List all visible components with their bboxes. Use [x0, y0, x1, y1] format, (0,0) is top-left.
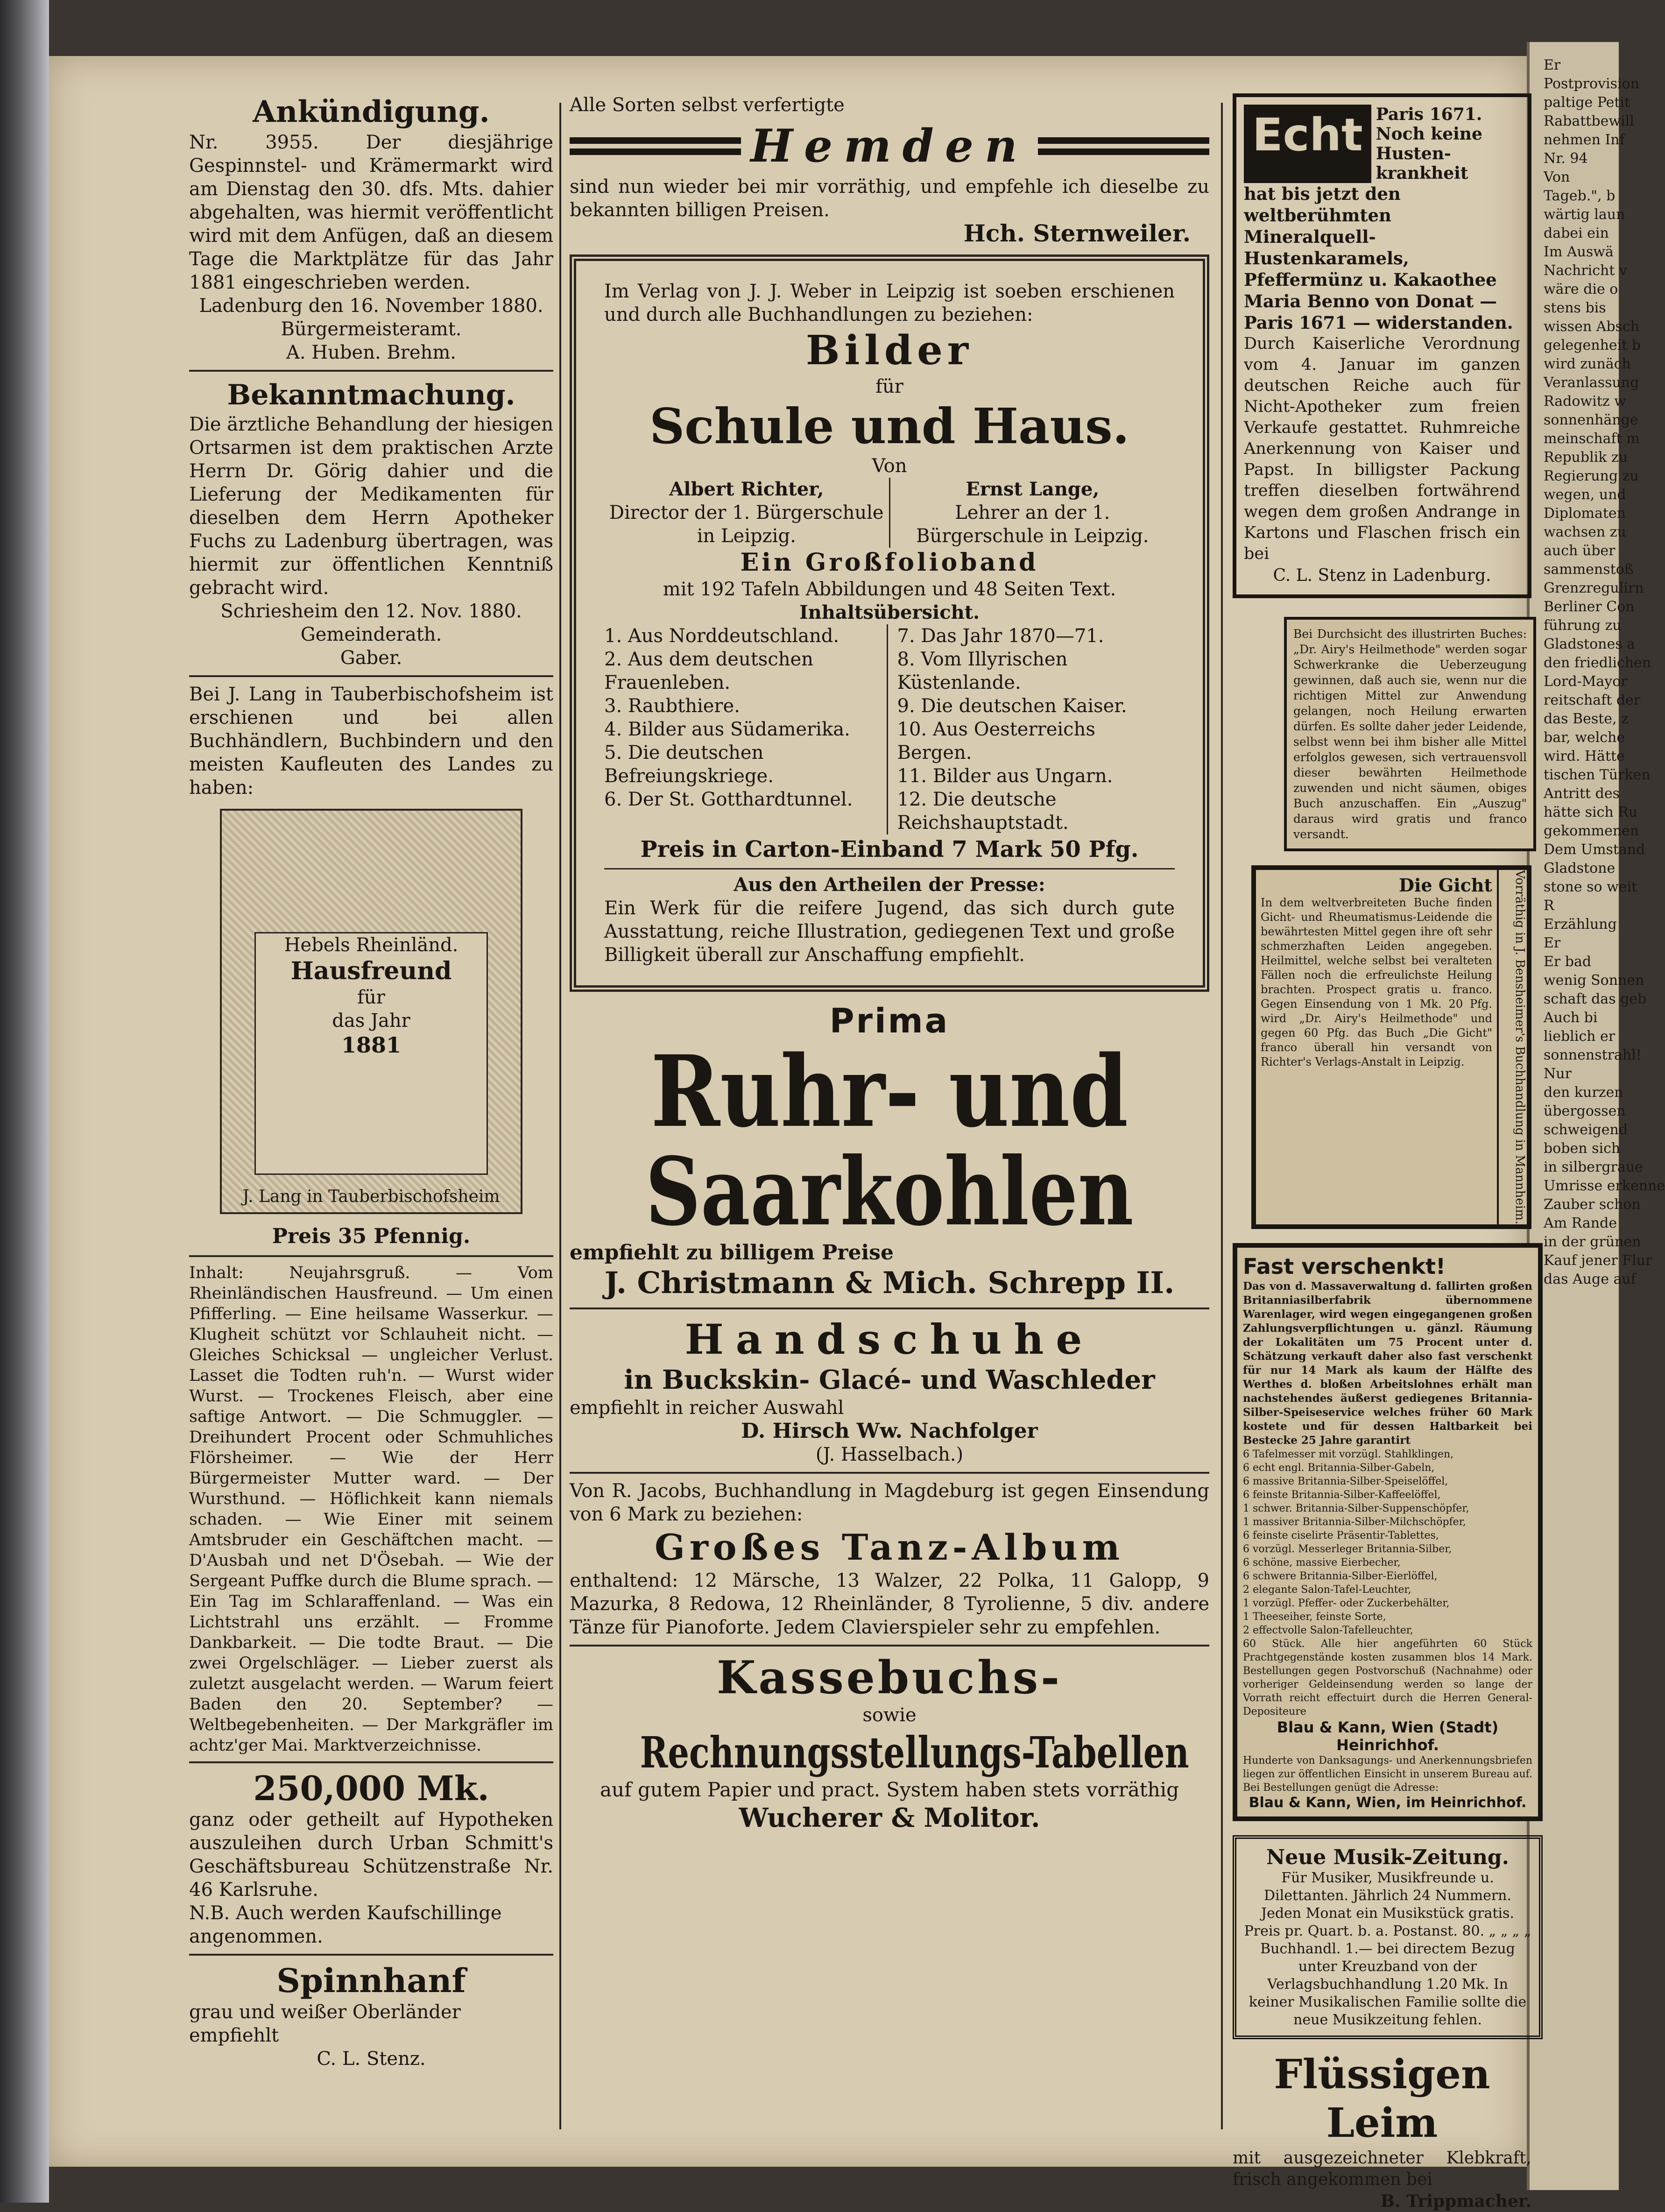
- fuer-label: für: [875, 376, 903, 397]
- echt-ad: [1233, 93, 1531, 598]
- facing-line: in silbergraue: [1544, 1159, 1643, 1175]
- illustration-caption: J. Lang in Tauberbischofsheim: [242, 1187, 500, 1206]
- echt-sign: C. L. Stenz in Ladenburg.: [1273, 566, 1491, 585]
- facing-line: Republik zu: [1544, 449, 1628, 466]
- fast-item: 6 feinste Britannia-Silber-Kaffeelöffel,: [1243, 1489, 1441, 1501]
- cover-title: Hausfreund: [290, 957, 452, 985]
- ankuendigung-office: Bürgermeisteramt.: [281, 318, 462, 340]
- fast-item: 1 vorzügl. Pfeffer- oder Zuckerbehälter,: [1243, 1597, 1450, 1610]
- tafeln-text: mit 192 Tafeln Abbildungen und 48 Seiten Text.: [663, 579, 1116, 600]
- book-binding: [0, 0, 49, 2203]
- facing-line: R: [1544, 898, 1554, 914]
- fast-items: [1243, 1448, 1532, 1637]
- ankuendigung-title: Ankündigung.: [253, 94, 490, 129]
- divider: [604, 868, 1175, 869]
- facing-line: Postprovision: [1544, 76, 1640, 92]
- divider: [189, 370, 553, 372]
- presse-title: Aus den Artheilen der Presse:: [734, 874, 1045, 896]
- fast-item: 2 effectvolle Salon-Tafelleuchter,: [1243, 1625, 1413, 1637]
- kohlen-text: empfiehlt zu billigem Preise: [570, 1241, 894, 1265]
- facing-line: den kurzen: [1544, 1084, 1623, 1101]
- heading-bar: [570, 137, 741, 155]
- musik-title: Neue Musik-Zeitung.: [1266, 1845, 1509, 1870]
- paris-text: Paris 1671. Noch keine Husten-krankheit: [1376, 105, 1482, 183]
- bekanntmachung-sign: Gaber.: [340, 647, 402, 669]
- facing-line: Nur: [1544, 1066, 1572, 1082]
- facing-line: Von: [1544, 169, 1570, 185]
- divider: [570, 1472, 1209, 1474]
- authors: [604, 478, 1175, 548]
- divider: [189, 1255, 553, 1257]
- facing-line: Gladstones a: [1544, 636, 1636, 652]
- echt-text2: Durch Kaiserliche Verordnung vom 4. Januar im ganzen deutschen Reiche auch für Nicht-Apotheker zum freien Verkaufe gestattet. Ruhmreiche Anerkennung von Kaiser und Papst. In billigster Packung treffen dieselben fortwährend wegen dem großen Andrange in Kartons und Flaschen frisch ein bei: [1244, 334, 1520, 563]
- author-role: Director der 1. Bürgerschule in Leipzig.: [609, 502, 884, 547]
- facing-line: Veranlassung: [1544, 375, 1639, 391]
- toc-item: 4. Bilder aus Südamerika.: [604, 719, 850, 740]
- fast-item: 6 schwere Britannia-Silber-Eierlöffel,: [1243, 1570, 1438, 1583]
- column-left: [189, 93, 553, 2139]
- handschuhe-title: Handschuhe: [684, 1315, 1094, 1364]
- divider: [189, 1761, 553, 1763]
- bekanntmachung-date: Schriesheim den 12. Nov. 1880.: [220, 601, 522, 622]
- gicht-side: Vorräthig in J. Bensheimer's Buchhandlung in Mannheim.: [1497, 870, 1527, 1224]
- kasse-title: Kassebuchs-: [717, 1651, 1062, 1704]
- bekanntmachung-title: Bekanntmachung.: [227, 379, 515, 411]
- fast-item: 6 feinste ciselirte Präsentir-Tablettes,: [1243, 1530, 1439, 1542]
- echt-header: [1244, 105, 1520, 183]
- toc-item: 12. Die deutsche Reichshauptstadt.: [897, 789, 1069, 834]
- facing-line: Nr. 94: [1544, 150, 1588, 167]
- handschuhe-text: empfiehlt in reicher Auswahl: [570, 1397, 844, 1419]
- hemden-title: Hemden: [750, 120, 1029, 172]
- facing-line: sonnenhänge: [1544, 412, 1638, 428]
- facing-line: das Beste, z: [1544, 711, 1629, 727]
- weber-price: Preis in Carton-Einband 7 Mark 50 Pfg.: [640, 836, 1139, 862]
- author-name: Ernst Lange,: [966, 478, 1100, 500]
- author-name: Albert Richter,: [669, 478, 824, 500]
- airy-text: Bei Durchsicht des illustrirten Buches: „Dr. Airy's Heilmethode" werden sogar Schwerkranke die Ueberzeugung gewinnen, daß auch sie, wenn nur die richtigen Mittel zur Anwendung gelangen, noch Heilung erwarten dürfen. Es sollte daher jeder Leidende, selbst wenn bei ihm bisher alle Mittel erfolglos gewesen, sich vertrauensvoll dieser bewährten Heilmethode zuwenden und nicht säumen, obiges Buch anzuschaffen. Ein „Auszug" daraus wird gratis und franco versandt.: [1293, 627, 1527, 841]
- divider: [570, 1645, 1209, 1647]
- leim-sign: B. Trippmacher.: [1380, 2191, 1531, 2212]
- fast-sign: Blau & Kann, Wien (Stadt) Heinrichhof.: [1277, 1718, 1499, 1754]
- rechnung-sign: Wucherer & Molitor.: [739, 1802, 1040, 1833]
- fast-item: 6 schöne, massive Eierbecher,: [1243, 1557, 1401, 1569]
- hemden-sign: Hch. Sternweiler.: [963, 219, 1191, 247]
- facing-line: nehmen Inf: [1544, 132, 1625, 148]
- facing-line: paltige Petit: [1544, 94, 1630, 111]
- facing-line: wird zunäch: [1544, 356, 1631, 372]
- column-rule: [1221, 103, 1223, 2129]
- inhaltsuebersicht-label: Inhaltsübersicht.: [799, 601, 980, 623]
- facing-line: Erzählung: [1544, 916, 1617, 933]
- facing-line: Am Rande: [1544, 1215, 1617, 1231]
- price-label: Preis 35 Pfennig.: [272, 1224, 471, 1248]
- tanz-pre: Von R. Jacobs, Buchhandlung in Magdeburg ist gegen Einsendung von 6 Mark zu beziehen:: [570, 1480, 1209, 1525]
- facing-line: lieblich er: [1544, 1028, 1616, 1045]
- facing-line: gelegenheit b: [1544, 337, 1641, 353]
- facing-line: Dem Umstand: [1544, 841, 1645, 858]
- facing-line: führung zu: [1544, 617, 1622, 634]
- toc-right: [888, 624, 1175, 834]
- facing-line: wenig Sonnen: [1544, 972, 1644, 989]
- cover-line: Hebels Rheinländ.: [284, 934, 459, 956]
- spinnhanf-title: Spinnhanf: [276, 1961, 466, 2000]
- facing-line: wachsen zu: [1544, 524, 1626, 540]
- fast-note: Hunderte von Danksagungs- und Anerkennungsbriefen liegen zur öffentlichen Einsicht in unserem Bureau auf. Bei Bestellungen genügt die Adresse:: [1243, 1755, 1532, 1794]
- grossfolio-label: Ein Großfolioband: [740, 548, 1039, 577]
- facing-line: Rabattbewill: [1544, 113, 1634, 129]
- spinnhanf-sign: C. L. Stenz.: [317, 2048, 426, 2070]
- facing-page-text: [1530, 42, 1665, 1289]
- ankuendigung-text: Nr. 3955. Der diesjährige Gespinnstel- und Krämermarkt wird am Dienstag den 30. dfs. Mts. dahier abgehalten, was hiermit veröffentlicht wird mit dem Anfügen, daß an diesem Tage die Marktplätze für das Jahr 1881 eingeschrieben werden.: [189, 132, 553, 293]
- facing-line: stens bis: [1544, 300, 1606, 316]
- facing-line: Nachricht v: [1544, 262, 1627, 279]
- hemden-heading: [570, 120, 1209, 172]
- facing-line: hätte sich Ru: [1544, 804, 1638, 820]
- bekanntmachung-text: Die ärztliche Behandlung der hiesigen Ortsarmen ist dem praktischen Arzte Herrn Dr. Görig dahier und die Lieferung der Medikamenten für dieselben dem Herrn Apotheker Fuchs zu Ladenburg übertragen, was hiermit zur öffentlichen Kenntniß gebracht wird.: [189, 414, 553, 599]
- facing-line: Er: [1544, 57, 1561, 73]
- verlag-text: Im Verlag von J. J. Weber in Leipzig ist soeben erschienen und durch alle Buchhandlungen zu beziehen:: [604, 281, 1175, 325]
- fast-item: 6 vorzügl. Messerleger Britannia-Silber,: [1243, 1543, 1452, 1555]
- toc-item: 10. Aus Oesterreichs Bergen.: [897, 719, 1095, 763]
- mk-title: 250,000 Mk.: [253, 1768, 489, 1808]
- leim-title: Flüssigen Leim: [1274, 2051, 1490, 2147]
- airy-ad: [1284, 617, 1536, 851]
- facing-line: Zauber schon: [1544, 1196, 1641, 1213]
- echt-text: hat bis jetzt den weltberühmten Mineralquell-Hustenkaramels, Pfeffermünz u. Kakaothee Maria Benno von Donat — Paris 1671 — widerstanden.: [1244, 184, 1513, 333]
- toc: [604, 624, 1175, 834]
- ankuendigung-sign: A. Huben. Brehm.: [286, 342, 457, 363]
- facing-line: Antritt des: [1544, 785, 1620, 802]
- mk-text: ganz oder getheilt auf Hypotheken auszuleihen durch Urban Schmitt's Geschäftsbureau Schützenstraße Nr. 46 Karlsruhe.: [189, 1809, 553, 1901]
- toc-item: 1. Aus Norddeutschland.: [604, 625, 840, 647]
- facing-line: wärtig laun: [1544, 206, 1625, 223]
- column-rule: [559, 103, 561, 2129]
- author-2: [890, 478, 1175, 548]
- bekanntmachung-office: Gemeinderath.: [300, 624, 442, 645]
- facing-line: wissen Absch: [1544, 318, 1640, 335]
- toc-item: 9. Die deutschen Kaiser.: [897, 695, 1127, 717]
- presse-text: Ein Werk für die reifere Jugend, das sich durch gute Ausstattung, reiche Illustration, gediegenen Text und große Billigkeit überall zur Anschaffung empfiehlt.: [604, 898, 1175, 966]
- cover-line: für: [357, 987, 385, 1008]
- fast-item: 1 massiver Britannia-Silber-Milchschöpfer,: [1243, 1516, 1466, 1528]
- fast-tail: 60 Stück. Alle hier angeführten 60 Stück Prachtgegenstände kosten zusammen blos 14 Mark. Bestellungen gegen Postvorschuß (Nachnahme) oder vorheriger Geldeinsendung werden so lange der Vorrath reicht effectuirt durch die Herren General-Depositeure: [1243, 1638, 1532, 1718]
- schule-title: Schule und Haus.: [649, 397, 1129, 455]
- fast-item: 1 Theeseiher, feinste Sorte,: [1243, 1611, 1386, 1623]
- newspaper-page: [49, 56, 1532, 2212]
- lang-text: Bei J. Lang in Tauberbischofsheim ist erschienen und bei allen Buchhändlern, Buchbindern und den meisten Kaufleuten des Landes zu haben:: [189, 684, 553, 799]
- spinnhanf-text: grau und weißer Oberländer empfiehlt: [189, 2001, 461, 2046]
- fast-title: Fast verschenkt!: [1243, 1254, 1446, 1279]
- ruhr-title: Ruhr- und: [650, 1034, 1129, 1149]
- facing-line: Tageb.", b: [1544, 188, 1616, 204]
- toc-item: 6. Der St. Gotthardtunnel.: [604, 789, 853, 810]
- toc-left: [604, 624, 888, 834]
- facing-line: Radowitz w: [1544, 393, 1626, 410]
- facing-line: Regierung zu: [1544, 468, 1639, 484]
- facing-line: boben sich: [1544, 1140, 1621, 1157]
- fast-item: 6 massive Britannia-Silber-Speiselöffel,: [1243, 1476, 1448, 1488]
- tanz-text: enthaltend: 12 Märsche, 13 Walzer, 22 Polka, 11 Galopp, 9 Mazurka, 8 Redowa, 12 Rheinländer, 8 Tyrolienne, 5 div. andere Tänze für Pianoforte. Jedem Clavierspieler sehr zu empfehlen.: [570, 1570, 1209, 1638]
- toc-item: 3. Raubthiere.: [604, 695, 740, 717]
- rechnung-title: Rechnungsstellungs-Tabellen: [640, 1727, 1189, 1778]
- facing-line: den friedlichen: [1544, 655, 1651, 671]
- facing-line: schaft das geb: [1544, 991, 1647, 1007]
- facing-line: wegen, und: [1544, 487, 1626, 503]
- facing-line: Lord-Mayor: [1544, 673, 1628, 690]
- facing-line: Gladstone: [1544, 860, 1616, 876]
- handschuhe-sign: D. Hirsch Ww. Nachfolger: [741, 1419, 1038, 1443]
- gicht-text: In dem weltverbreiteten Buche finden Gicht- und Rheumatismus-Leidende die bewährtesten Mittel gegen ihre oft sehr schmerzhaften Leiden angegeben. Heilmittel, welche selbst bei veralteten Fällen noch die erfreulichste Heilung brachten. Prospect gratis u. franco. Gegen Einsendung von 1 Mk. 20 Pfg. wird „Dr. Airy's Heilmethode" und gegen 60 Pfg. das Buch „Die Gicht" franco überall hin versandt von Richter's Verlags-Anstalt in Leipzig.: [1261, 896, 1492, 1068]
- hemden-text: sind nun wieder bei mir vorräthig, und empfehle ich dieselbe zu bekannten billigen Preisen.: [570, 176, 1209, 221]
- handschuhe-sub: in Buckskin- Glacé- und Waschleder: [624, 1364, 1155, 1395]
- toc-item: 2. Aus dem deutschen Frauenleben.: [604, 649, 813, 693]
- handschuhe-sign2: (J. Hasselbach.): [815, 1444, 964, 1465]
- gicht-body: [1256, 870, 1497, 1224]
- toc-item: 11. Bilder aus Ungarn.: [897, 765, 1113, 787]
- facing-line: Grenzregulirn: [1544, 580, 1644, 596]
- facing-line: Umrisse erkenne: [1544, 1178, 1665, 1194]
- facing-line: Auch bi: [1544, 1010, 1598, 1026]
- facing-line: Er bad: [1544, 954, 1592, 970]
- author-1: [604, 478, 890, 548]
- facing-line: das Auge auf: [1544, 1271, 1636, 1287]
- von-label: Von: [872, 455, 907, 477]
- prima-label: Prima: [829, 1001, 950, 1040]
- cover-year: 1881: [341, 1032, 402, 1058]
- tanz-title: Großes Tanz-Album: [654, 1526, 1125, 1568]
- fast-text: Das von d. Massaverwaltung d. fallirten großen Britanniasilberfabrik übernommene Warenlager, wird wegen eingegangenen großen Zahlungsverpflichtungen u. gänzl. Räumung der Lokalitäten um 75 Procent unter d. Schätzung verkauft daher also fast verschenkt für nur 14 Mark als kaum der Hälfte des Werthes d. bloßen Arbeitslohnes erhält man nachstehendes äußerst gediegenes Britannia-Silber-Speiseservice welches früher 60 Mark kostete und für dessen Haltbarkeit bei Bestecke 25 Jahre garantirt: [1243, 1280, 1532, 1447]
- facing-line: sonnenstrahl!: [1544, 1047, 1642, 1063]
- saar-title: Saarkohlen: [645, 1137, 1134, 1247]
- bilder-title: Bilder: [805, 327, 974, 374]
- toc-item: 7. Das Jahr 1870—71.: [897, 625, 1104, 647]
- facing-line: Kauf jener Flur: [1544, 1252, 1652, 1269]
- divider: [570, 1307, 1209, 1309]
- facing-line: Berliner Con: [1544, 599, 1635, 615]
- hemden-pre: Alle Sorten selbst verfertigte: [570, 94, 845, 116]
- facing-line: in der grünen: [1544, 1234, 1641, 1250]
- facing-line: schweigend: [1544, 1122, 1628, 1138]
- divider: [189, 675, 553, 677]
- gicht-title: Die Gicht: [1398, 875, 1492, 896]
- fast-ad: [1233, 1243, 1543, 1821]
- musik-ad: [1233, 1835, 1543, 2039]
- weber-ad: [570, 254, 1209, 992]
- facing-line: wäre die o: [1544, 281, 1618, 297]
- facing-line: reitschaft der: [1544, 692, 1641, 708]
- musik-text: Für Musiker, Musikfreunde u. Dilettanten. Jährlich 24 Nummern. Jeden Monat ein Musikstück gratis. Preis pr. Quart. b. a. Postanst. 80. „ „ „ „ Buchhandl. 1.— bei directem Bezug unter Kreuzband von der Verlagsbuchhandlung 1.20 Mk. In keiner Musikalischen Familie sollte die neue Musikzeitung fehlen.: [1244, 1870, 1531, 2028]
- facing-line: übergossen: [1544, 1103, 1626, 1119]
- fast-item: 6 Tafelmesser mit vorzügl. Stahlklingen,: [1243, 1449, 1454, 1461]
- facing-line: dabei ein: [1544, 225, 1609, 241]
- facing-line: Er: [1544, 935, 1561, 951]
- heading-bar: [1038, 137, 1209, 155]
- fast-item: 1 schwer. Britannia-Silber-Suppenschöpfer,: [1243, 1503, 1469, 1515]
- facing-line: Diplomaten: [1544, 505, 1626, 522]
- facing-line: bar, welche: [1544, 729, 1625, 746]
- fast-item: 6 echt engl. Britannia-Silber-Gabeln,: [1243, 1462, 1435, 1474]
- hausfreund-cover: [254, 932, 488, 1175]
- facing-line: gekommenen: [1544, 823, 1639, 839]
- facing-line: stone so weit: [1544, 879, 1637, 895]
- facing-line: Im Auswä: [1544, 244, 1614, 260]
- column-right: [1233, 93, 1532, 2212]
- rechnung-text: auf gutem Papier und pract. System haben stets vorräthig: [600, 1778, 1179, 1801]
- facing-line: auch über: [1544, 543, 1616, 559]
- facing-line: tischen Türken: [1544, 767, 1651, 783]
- kohlen-sign: J. Christmann & Mich. Schrepp II.: [604, 1265, 1175, 1300]
- facing-line: sammenstoß: [1544, 561, 1634, 578]
- facing-line: meinschaft m: [1544, 431, 1640, 447]
- toc-item: 5. Die deutschen Befreiungskriege.: [604, 742, 774, 787]
- column-middle: [570, 93, 1209, 2139]
- inhalt-text: Inhalt: Neujahrsgruß. — Vom Rheinländischen Hausfreund. — Um einen Pfifferling. — Eine heilsame Wasserkur. — Klugheit schützt vor Schlauheit nicht. — Gleiches Schicksal — ungleicher Verlust. Lasset die Todten ruh'n. — Wurst wider Wurst. — Trockenes Fleisch, aber eine saftige Antwort. — Die Schmuggler. — Dreihundert Procent oder Schmuhliches Flörsheimer. — Wie der Herr Bürgermeister Mutter ward. — Der Wursthund. — Höflichkeit kann niemals schaden. — Wie Einer mit seinem Amtsbruder ein Geschäftchen macht. — D'Ausbah und net D'Ösebah. — Wie der Sergeant Puffke durch die Blume sprach. — Ein Tag im Schlaraffenland. — Was ein Lichtstrahl uns erzählt. — Fromme Dankbarkeit. — Die todte Braut. — Die zwei Orgelschläger. — Lieber zuerst als zuletzt ausgelacht werden. — Warum feiert Baden den 20. September? — Weltbegebenheiten. — Der Markgräfler im achtz'ger Mai. Marktverzeichnisse.: [189, 1264, 553, 1755]
- toc-item: 8. Vom Illyrischen Küstenlande.: [897, 649, 1068, 693]
- hausfreund-illustration: [220, 809, 522, 1214]
- fast-sign2: Blau & Kann, Wien, im Heinrichhof.: [1249, 1795, 1527, 1811]
- cover-line: das Jahr: [332, 1010, 410, 1032]
- fast-item: 2 elegante Salon-Tafel-Leuchter,: [1243, 1584, 1411, 1596]
- facing-line: wird. Hätte: [1544, 748, 1625, 764]
- sowie-label: sowie: [862, 1704, 917, 1726]
- mk-note: N.B. Auch werden Kaufschillinge angenommen.: [189, 1902, 502, 1947]
- ankuendigung-date: Ladenburg den 16. November 1880.: [199, 295, 543, 317]
- gicht-ad: [1251, 865, 1531, 1229]
- leim-text: mit ausgezeichneter Klebkraft, frisch angekommen bei: [1233, 2148, 1531, 2190]
- echt-label: Echt: [1244, 105, 1371, 183]
- author-role: Lehrer an der 1. Bürgerschule in Leipzig.: [916, 502, 1149, 547]
- divider: [189, 1954, 553, 1956]
